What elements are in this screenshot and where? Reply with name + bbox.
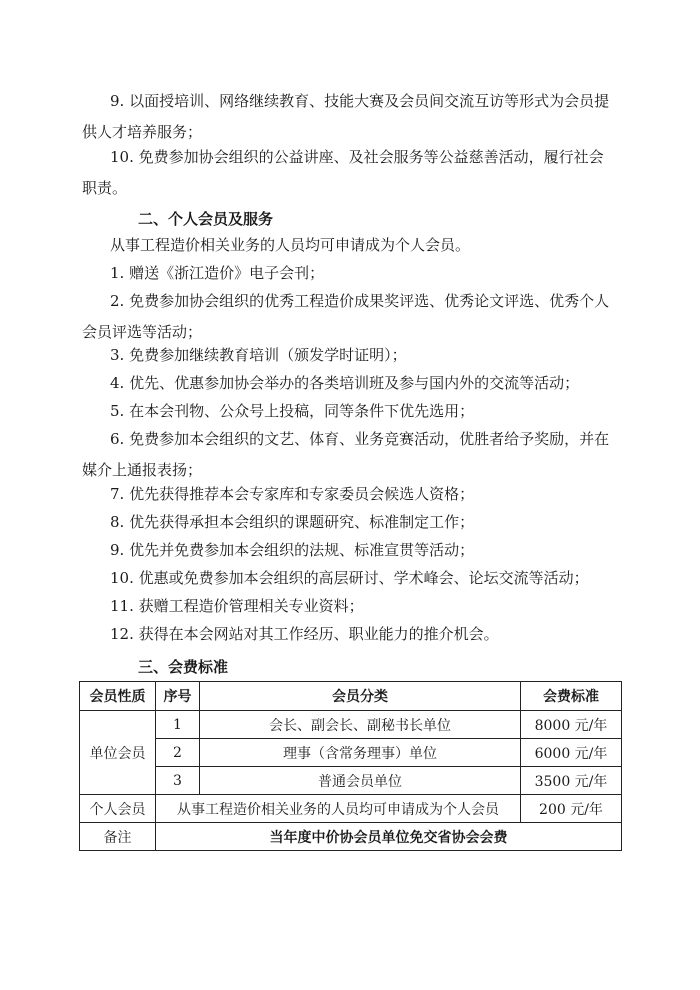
individual-member-row <box>80 795 622 823</box>
individual-item-7: 7. 优先获得推荐本会专家库和专家委员会候选人资格； <box>110 485 475 503</box>
service-item-10-line2: 职责。 <box>82 179 128 197</box>
row-category: 理事（含常务理事）单位 <box>200 739 521 767</box>
note-label: 备注 <box>80 823 156 851</box>
fee-table-header-row <box>80 682 622 711</box>
individual-item-6 <box>82 424 610 486</box>
row-fee: 3500 元/年 <box>521 767 622 795</box>
header-fee: 会费标准 <box>521 682 622 711</box>
service-item-10-line1: 10. 免费参加协会组织的公益讲座、及社会服务等公益慈善活动，履行社会 <box>110 148 604 166</box>
individual-item-6-line2: 媒介上通报表扬； <box>82 461 203 479</box>
individual-item-1: 1. 赠送《浙江造价》电子会刊； <box>110 264 325 282</box>
individual-item-8: 8. 优先获得承担本会组织的课题研究、标准制定工作； <box>110 513 475 531</box>
individual-item-6-line1: 6. 免费参加本会组织的文艺、体育、业务竞赛活动，优胜者给予奖励，并在 <box>110 430 610 448</box>
service-item-9 <box>82 86 610 148</box>
note-text: 当年度中价协会员单位免交省协会会费 <box>156 823 622 851</box>
individual-member-cell: 个人会员 <box>80 795 156 823</box>
table-row <box>80 711 622 739</box>
header-category: 会员分类 <box>200 682 521 711</box>
individual-item-11: 11. 获赠工程造价管理相关专业资料； <box>110 597 364 615</box>
row-seq: 1 <box>156 711 200 739</box>
table-row <box>80 739 622 767</box>
service-item-9-line1: 9. 以面授培训、网络继续教育、技能大赛及会员间交流互访等形式为会员提 <box>110 92 610 110</box>
section-heading-fee-standard: 三、会费标准 <box>138 658 229 676</box>
individual-item-4: 4. 优先、优惠参加协会举办的各类培训班及参与国内外的交流等活动； <box>110 374 580 392</box>
individual-intro: 从事工程造价相关业务的人员均可申请成为个人会员。 <box>110 236 471 254</box>
individual-item-10: 10. 优惠或免费参加本会组织的高层研讨、学术峰会、论坛交流等活动； <box>110 569 589 587</box>
table-row <box>80 767 622 795</box>
individual-item-3: 3. 免费参加继续教育培训（颁发学时证明）； <box>110 346 407 364</box>
row-fee: 6000 元/年 <box>521 739 622 767</box>
row-category: 会长、副会长、副秘书长单位 <box>200 711 521 739</box>
individual-item-2-line1: 2. 免费参加协会组织的优秀工程造价成果奖评选、优秀论文评选、优秀个人 <box>110 292 610 310</box>
row-fee: 8000 元/年 <box>521 711 622 739</box>
service-item-10 <box>82 142 604 204</box>
row-seq: 2 <box>156 739 200 767</box>
individual-item-2 <box>82 286 610 348</box>
header-seq: 序号 <box>156 682 200 711</box>
individual-item-2-line2: 会员评选等活动； <box>82 323 203 341</box>
fee-table <box>79 681 622 851</box>
unit-member-cell: 单位会员 <box>80 711 156 795</box>
row-category: 普通会员单位 <box>200 767 521 795</box>
header-member-nature: 会员性质 <box>80 682 156 711</box>
note-row <box>80 823 622 851</box>
section-heading-individual-members: 二、个人会员及服务 <box>138 210 274 228</box>
individual-item-9: 9. 优先并免费参加本会组织的法规、标准宣贯等活动； <box>110 541 475 559</box>
individual-member-category: 从事工程造价相关业务的人员均可申请成为个人会员 <box>156 795 521 823</box>
individual-item-5: 5. 在本会刊物、公众号上投稿，同等条件下优先选用； <box>110 402 475 420</box>
row-seq: 3 <box>156 767 200 795</box>
service-item-9-line2: 供人才培养服务； <box>82 123 203 141</box>
individual-item-12: 12. 获得在本会网站对其工作经历、职业能力的推介机会。 <box>110 625 499 643</box>
individual-member-fee: 200 元/年 <box>521 795 622 823</box>
